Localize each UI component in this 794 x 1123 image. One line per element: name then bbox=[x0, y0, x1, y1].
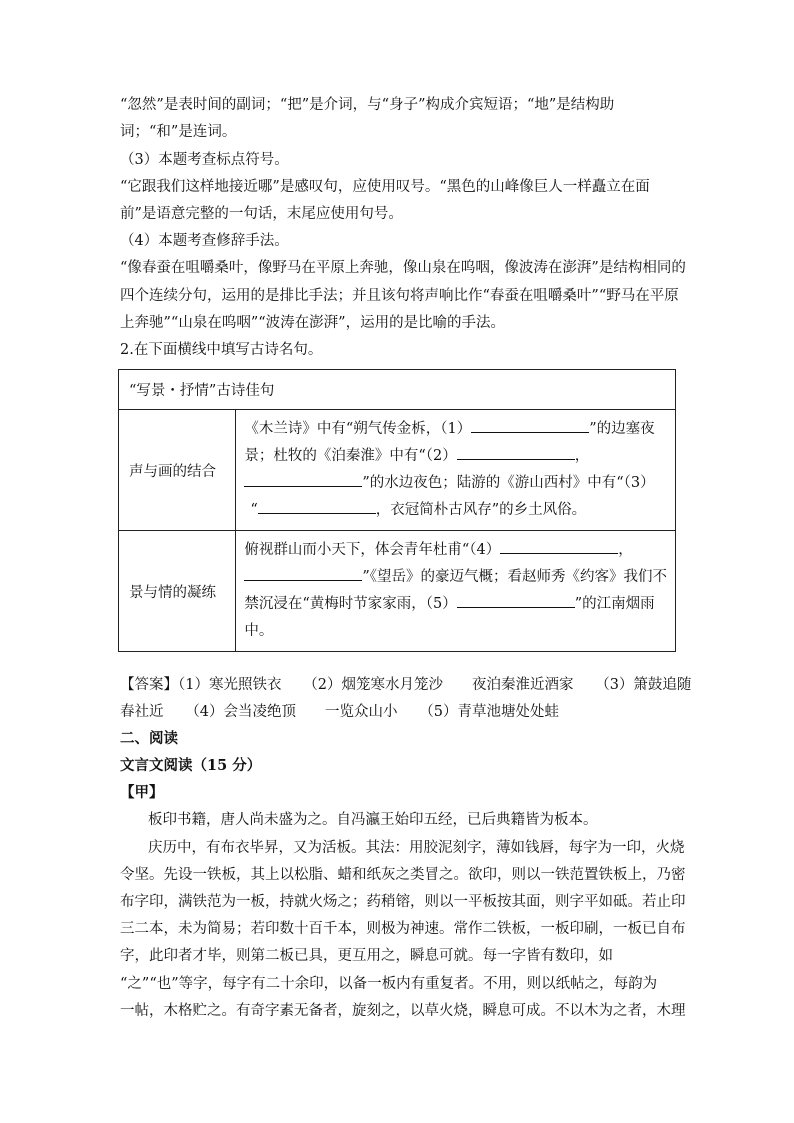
passage-line: 字，此印者才毕，则第二板已具，更互用之，瞬息可就。每一字皆有数印，如 bbox=[120, 948, 613, 964]
text-segment: ， bbox=[618, 542, 633, 558]
fill-blank-4a[interactable] bbox=[500, 539, 618, 554]
fill-blank-2a[interactable] bbox=[457, 445, 575, 460]
text-segment: 《木兰诗》中有“朔气传金柝，（1） bbox=[244, 421, 472, 437]
text-segment: ”的边塞夜 bbox=[589, 421, 655, 437]
explanation-line: （4）本题考查修辞手法。 bbox=[120, 233, 289, 249]
explanation-line: 词；“和”是连词。 bbox=[120, 124, 237, 140]
fill-blank-2b[interactable] bbox=[244, 472, 362, 487]
explanation-line: （3）本题考查标点符号。 bbox=[120, 152, 289, 168]
row-content bbox=[236, 410, 676, 531]
passage-line: “之”“也”等字，每字有二十余印，以备一板内有重复者。不用，则以纸帖之，每韵为 bbox=[120, 976, 658, 992]
text-segment: 俯视群山而小天下，体会青年杜甫“（4） bbox=[244, 542, 501, 558]
explanation-line: 上奔驰”“山泉在呜咽”“波涛在澎湃”，运用的是比喻的手法。 bbox=[120, 315, 506, 331]
explanation-line: 前”是语意完整的一句话，末尾应使用句号。 bbox=[120, 206, 403, 222]
text-segment: ， bbox=[574, 448, 590, 464]
text-segment: ”《望岳》的豪迈气概；看赵师秀《约客》我们不 bbox=[362, 569, 667, 585]
passage-line: 一帖，木格贮之。有奇字素无备者，旋刻之，以草火烧，瞬息可成。不以木为之者，木理 bbox=[120, 1003, 686, 1019]
row-label: 景与情的凝练 bbox=[119, 531, 236, 652]
text-segment: 中。 bbox=[244, 623, 274, 639]
poem-fill-table bbox=[118, 369, 676, 652]
passage-line: 布字印，满铁范为一板，持就火炀之；药稍镕，则以一平板按其面，则字平如砥。若止印 bbox=[120, 894, 686, 910]
passage-line: 板印书籍，唐人尚未盛为之。自冯瀛王始印五经，已后典籍皆为板本。 bbox=[148, 812, 598, 828]
answer-line: 春社近 （4）会当凌绝顶 一览众山小 （5）青草池塘处处蛙 bbox=[120, 704, 559, 720]
explanation-line: 四个连续分句，运用的是排比手法；并且该句将声响比作“春蚕在咀嚼桑叶”“野马在平原 bbox=[120, 288, 679, 304]
section-title: 二、阅读 bbox=[120, 730, 178, 747]
text-segment: 禁沉浸在“黄梅时节家家雨，（5） bbox=[244, 596, 457, 612]
row-label: 声与画的结合 bbox=[119, 410, 236, 531]
text-segment: ”的水边夜色；陆游的《游山西村》中有“（3） bbox=[362, 475, 655, 491]
text-segment: ，衣冠简朴古风存”的乡土风俗。 bbox=[375, 502, 587, 518]
explanation-line: “忽然”是表时间的副词；“把”是介词，与“身子”构成介宾短语；“地”是结构助 bbox=[120, 97, 615, 113]
part-label: 【甲】 bbox=[120, 784, 164, 801]
answer-line: 【答案】（1）寒光照铁衣 （2）烟笼寒水月笼沙 夜泊秦淮近酒家 （3）箫鼓追随 bbox=[120, 677, 692, 693]
text-segment: “ bbox=[250, 502, 258, 518]
table-header: “写景・抒情”古诗佳句 bbox=[119, 370, 676, 410]
text-segment: ”的江南烟雨 bbox=[574, 596, 655, 612]
fill-blank-1[interactable] bbox=[471, 418, 589, 433]
row-content bbox=[236, 531, 676, 652]
question-title: 2.在下面横线中填写古诗名句。 bbox=[120, 342, 323, 358]
passage-line: 三二本，未为简易；若印数十百千本，则极为神速。常作二铁板，一板印刷，一板已自布 bbox=[120, 921, 686, 937]
passage-line: 令坚。先设一铁板，其上以松脂、蜡和纸灰之类冒之。欲印，则以一铁范置铁板上，乃密 bbox=[120, 867, 686, 883]
fill-blank-3[interactable] bbox=[258, 499, 376, 514]
fill-blank-5[interactable] bbox=[457, 593, 575, 608]
passage-line: 庆历中，有布衣毕昇，又为活板。其法：用胶泥刻字，薄如钱唇，每字为一印，火烧 bbox=[148, 840, 685, 856]
explanation-line: “像春蚕在咀嚼桑叶，像野马在平原上奔驰，像山泉在呜咽，像波涛在澎湃”是结构相同的 bbox=[120, 260, 686, 276]
section-subtitle: 文言文阅读（15 分） bbox=[120, 757, 262, 774]
text-segment: 景；杜牧的《泊秦淮》中有“（2） bbox=[244, 448, 457, 464]
fill-blank-4b[interactable] bbox=[244, 566, 362, 581]
explanation-line: “它跟我们这样地接近哪”是感叹句，应使用叹号。“黑色的山峰像巨人一样矗立在面 bbox=[120, 179, 650, 195]
